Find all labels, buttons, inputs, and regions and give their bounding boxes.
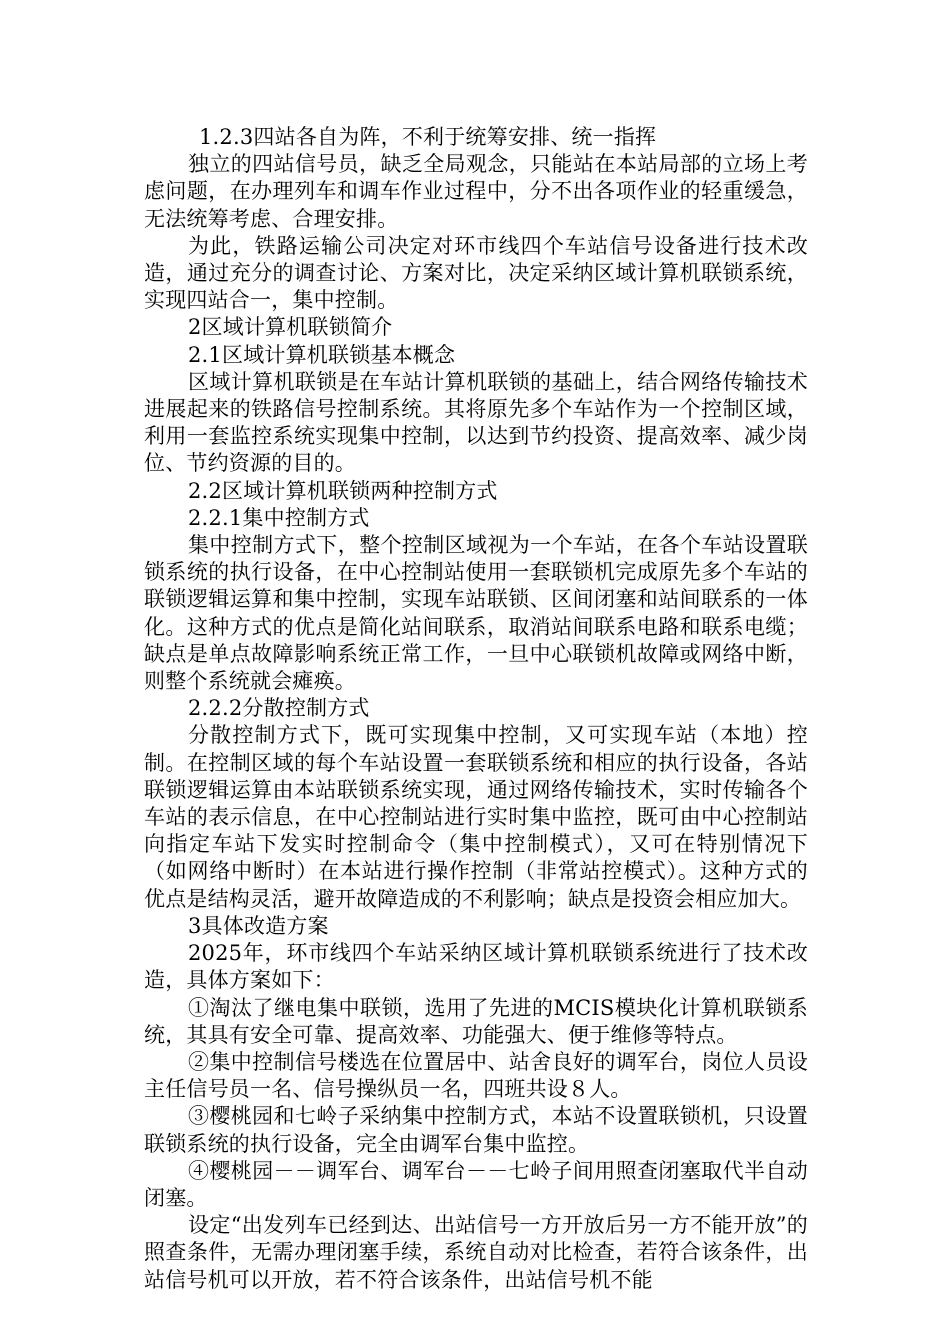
list-item: ②集中控制信号楼选在位置居中、站舍良好的调军台，岗位人员设主任信号员一名、信号操纵员一名，四班共设８人。	[144, 1049, 808, 1102]
list-item: ①淘汰了继电集中联锁，选用了先进的MCIS模块化计算机联锁系统，其具有安全可靠、提高效率、功能强大、便于维修等特点。	[144, 995, 808, 1047]
body-paragraph: 分散控制方式下，既可实现集中控制，又可实现车站（本地）控制。在控制区域的每个车站设置一套联锁系统和相应的执行设备，各站联锁逻辑运算由本站联锁系统实现，通过网络传输技术，实时传输各个车站的表示信息，在中心控制站进行实时集中监控，既可由中心控制站向指定车站下发实时控制命令（集中控制模式），又可在特别情况下（如网络中断时）在本站进行操作控制（非常站控模式）。这种方式的优点是结构灵活，避开故障造成的不利影响；缺点是投资会相应加大。	[144, 723, 808, 911]
document-body	[144, 124, 808, 1294]
body-paragraph: 独立的四站信号员，缺乏全局观念，只能站在本站局部的立场上考虑问题，在办理列车和调车作业过程中，分不出各项作业的轻重缓急，无法统筹考虑、合理安排。	[144, 152, 808, 231]
body-paragraph: 集中控制方式下，整个控制区域视为一个车站，在各个车站设置联锁系统的执行设备，在中心控制站使用一套联锁机完成原先多个车站的联锁逻辑运算和集中控制，实现车站联锁、区间闭塞和站间联系的一体化。这种方式的优点是简化站间联系，取消站间联系电路和联系电缆；缺点是单点故障影响系统正常工作，一旦中心联锁机故障或网络中断，则整个系统就会瘫痪。	[144, 533, 808, 694]
list-item: ④樱桃园－－调军台、调军台－－七岭子间用照查闭塞取代半自动闭塞。	[144, 1158, 808, 1210]
section-heading-2: 2区域计算机联锁简介	[188, 315, 393, 340]
body-paragraph: 区域计算机联锁是在车站计算机联锁的基础上，结合网络传输技术进展起来的铁路信号控制系统。其将原先多个车站作为一个控制区域，利用一套监控系统实现集中控制，以达到节约投资、提高效率、减少岗位、节约资源的目的。	[144, 369, 808, 476]
section-heading-2-1: 2.1区域计算机联锁基本概念	[188, 342, 456, 367]
section-heading-1-2-3: 1.2.3四站各自为阵，不利于统筹安排、统一指挥	[199, 125, 657, 149]
body-paragraph: 为此，铁路运输公司决定对环市线四个车站信号设备进行技术改造，通过充分的调查讨论、方案对比，决定采纳区域计算机联锁系统，实现四站合一，集中控制。	[144, 233, 808, 313]
section-heading-2-2: 2.2区域计算机联锁两种控制方式	[188, 478, 498, 503]
section-heading-3: 3具体改造方案	[188, 913, 329, 938]
body-paragraph: 设定“出发列车已经到达、出站信号一方开放后另一方不能开放”的照查条件，无需办理闭塞手续，系统自动对比检查，若符合该条件，出站信号机可以开放，若不符合该条件，出站信号机不能	[144, 1213, 808, 1292]
section-heading-2-2-1: 2.2.1集中控制方式	[188, 505, 370, 530]
section-heading-2-2-2: 2.2.2分散控制方式	[188, 696, 370, 721]
list-item: ③樱桃园和七岭子采纳集中控制方式，本站不设置联锁机，只设置联锁系统的执行设备，完全由调军台集中监控。	[144, 1104, 808, 1156]
body-paragraph: 2025年，环市线四个车站采纳区域计算机联锁系统进行了技术改造，具体方案如下：	[144, 941, 808, 993]
